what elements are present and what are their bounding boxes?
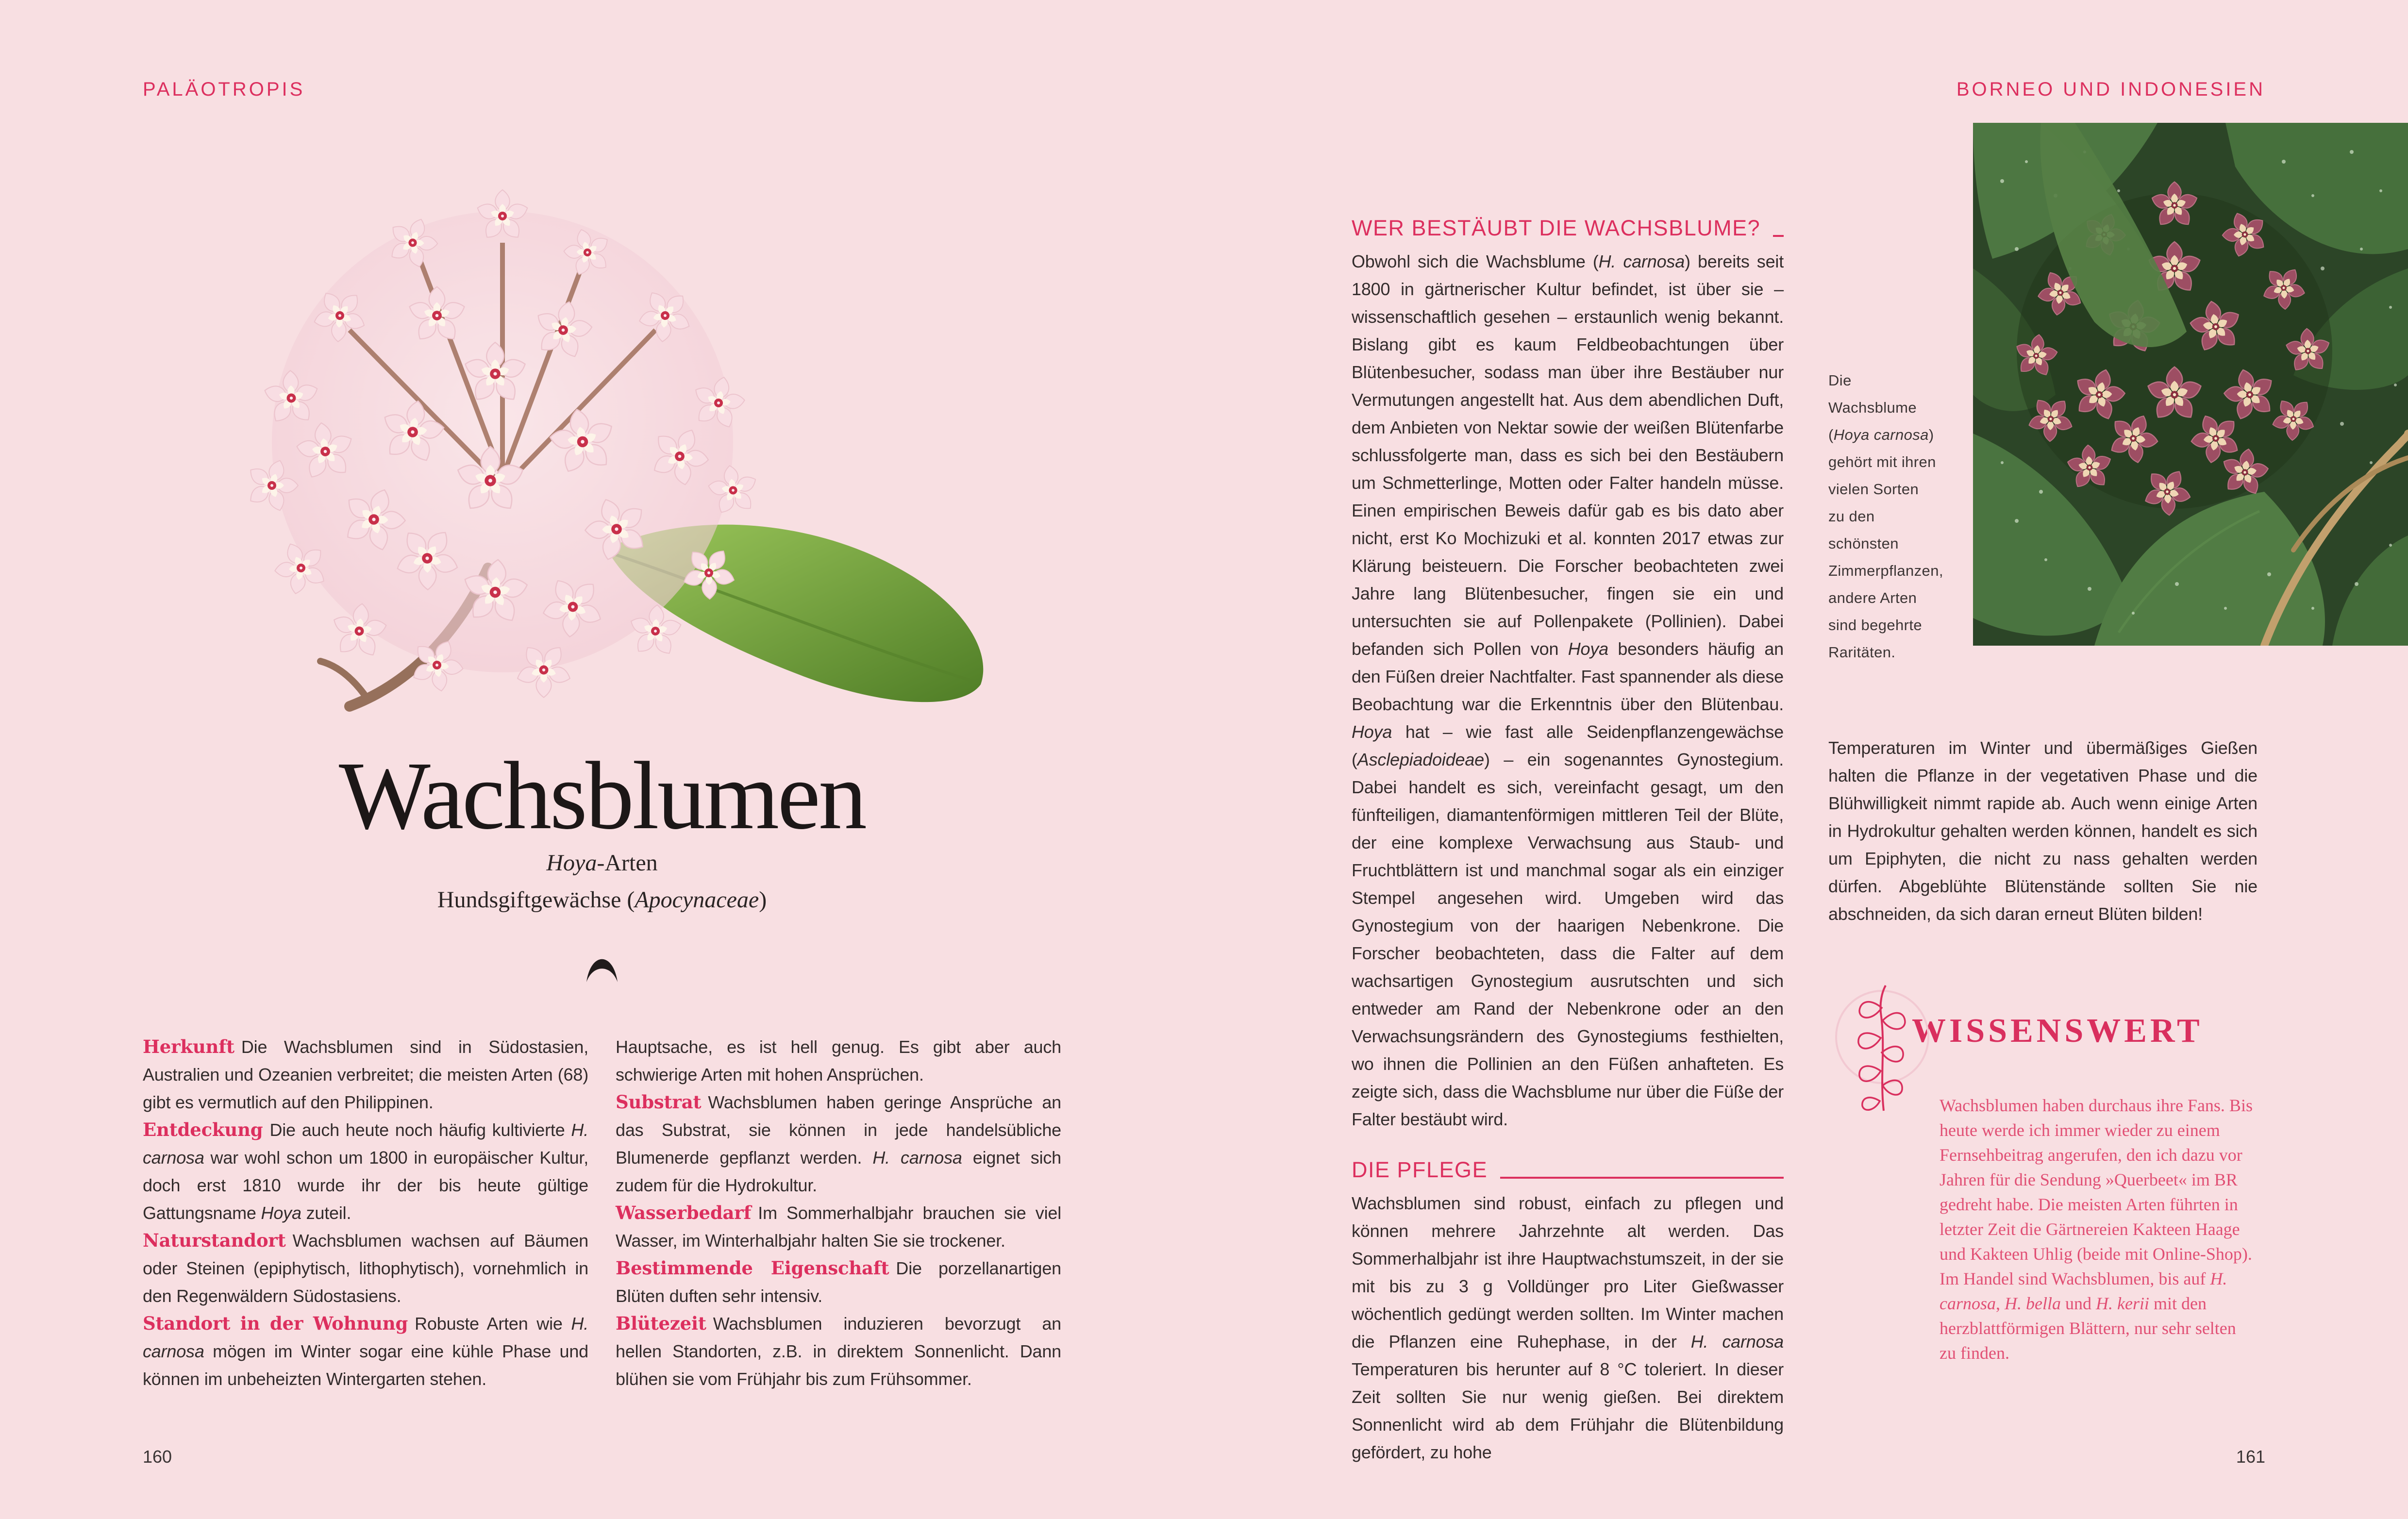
hoya-flower-illustration [204, 170, 990, 723]
care-body: Wachsblumen sind robust, einfach zu pflegen und können mehrere Jahrzehnte alt werden. Das Sommerhalbjahr ist ihre Hauptwachstumszeit, in der sie mit bis zu 3 g Volldünger pro Liter Gießwasser wöchentlich gedüngt werden sollten. Im Winter machen die Pflanzen eine Ruhephase, in der H. carnosa Temperaturen bis herunter auf 8 °C toleriert. In dieser Zeit sollten Sie nur wenig gießen. Bei direktem Sonnenlicht wird ab dem Frühjahr die Blütenbildung gefördert, zu hohe [1352, 1193, 1784, 1462]
wissenswert-title: WISSENSWERT [1912, 1012, 2203, 1050]
section-header-label: WER BESTÄUBT DIE WACHSBLUME? [1352, 216, 1761, 240]
profile-paragraph: Entdeckung Die auch heute noch häufig kultivierte H. carnosa war wohl schon um 1800 in europäischer Kultur, doch erst 1810 wurde ihr der bis heute gültige Gattungsname Hoya zuteil. [143, 1119, 588, 1223]
profile-column-2 [616, 1033, 1061, 1393]
continuation-text [1828, 734, 2258, 928]
running-head-left: PALÄOTROPIS [143, 79, 305, 100]
crescent-moon-icon [143, 944, 1061, 986]
photo-caption: Die Wachsblume (Hoya carnosa) gehört mit ihren vielen Sorten zu den schönsten Zimmerpflanzen, andere Arten sind begehrte Raritäten. [1828, 372, 1943, 661]
subtitle-family: Hundsgiftgewächse (Apocynaceae) [437, 887, 767, 913]
profile-paragraph: Naturstandort Wachsblumen wachsen auf Bäumen oder Steinen (epiphytisch, lithophytisch), vornehmlich in den Regenwäldern Südostasiens. [143, 1230, 588, 1306]
continuation-paragraph: Temperaturen im Winter und übermäßiges Gießen halten die Pflanze in der vegetativen Phase und die Blühwilligkeit nimmt rapide ab. Auch wenn einige Arten in Hydrokultur gehalten werden können, handelt es sich um Epiphyten, die nicht zu nass gehalten werden dürfen. Abgeblühte Blütenstände sollten Sie nie abschneiden, da sich daran erneut Blüten bilden! [1828, 738, 2258, 924]
section-header-pollination [1352, 214, 1784, 243]
profile-column-1 [143, 1033, 588, 1393]
profile-paragraph: Blütezeit Wachsblumen induzieren bevorzugt an hellen Standorten, z.B. in direktem Sonnenlicht. Dann blühen sie vom Frühjahr bis zum Frühsommer. [616, 1313, 1061, 1389]
profile-paragraph: Herkunft Die Wachsblumen sind in Südostasien, Australien und Ozeanien verbreitet; die meisten Arten (68) gibt es vermutlich auf den Philippinen. [143, 1036, 588, 1112]
article-body: Obwohl sich die Wachsblume (H. carnosa) bereits seit 1800 in gärtnerischer Kultur befindet, ist über sie – wissenschaftlich gesehen – erstaunlich wenig bekannt. Bislang gibt es kaum Feldbeobachtungen über Blütenbesucher, sodass man über ihre Bestäuber nur Vermutungen angestellt hat. Aus dem abendlichen Duft, dem Anbieten von Nektar sowie der weißen Blütenfarbe schlussfolgerte man, dass es sich bei den Bestäubern um Schmetterlinge, Motten oder Falter handeln müsse. Einen empirischen Beweis dafür gab es bis dato aber nicht, erst Ko Mochizuki et al. konnten 2017 etwas zur Klärung beisteuern. Die Forscher beobachteten zwei Jahre lang Blütenbesucher, fingen sie ein und untersuchten sie auf Pollenpakete (Pollinien). Dabei befanden sich Pollen von Hoya besonders häufig an den Füßen dreier Nachtfalter. Fast spannender als diese Beobachtung war die Erkenntnis über den Blütenbau. Hoya hat – wie fast alle Seidenpflanzengewächse (Asclepiadoideae) – ein sogenanntes Gynostegium. Dabei handelt es sich, vereinfacht gesagt, um den fünfteiligen, diamantenförmigen mittleren Teil der Blüte, der eine komplexe Verwachsung aus Staub- und Fruchtblättern ist und manchmal sogar als ein einziger Stempel angesehen wird. Umgeben wird das Gynostegium von der haarigen Nebenkrone. Die Forscher beobachteten, dass die Falter auf dem wachsartigen Gynostegium ausrutschten und sich entweder am Rand der Nebenkrone oder an den Verwachsungsrändern des Gynostegiums festhielten, wo ihnen die Pollinien an den Füßen anhafteten. Es zeigte sich, dass die Wachsblume nur über die Füße der Falter bestäubt wird. [1352, 251, 1784, 1129]
title-block [143, 742, 1061, 986]
flower-sprig-icon [1831, 979, 1938, 1117]
profile-paragraph: Substrat Wachsblumen haben geringe Ansprüche an das Substrat, sie können in jede handelsübliche Blumenerde gepflanzt werden. H. carnosa eignet sich zudem für die Hydrokultur. [616, 1091, 1061, 1195]
wissenswert-body: Wachsblumen haben durchaus ihre Fans. Bis heute werde ich immer wieder zu einem Fernsehbeitrag angerufen, den ich dazu vor Jahren für die Sendung »Querbeet« im BR gedreht habe. Die meisten Arten führten in letzter Zeit die Gärtnereien Kakteen Haage und Kakteen Uhlig (beide mit Online-Shop). Im Handel sind Wachsblumen, bis auf H. carnosa, H. bella und H. kerii mit den herzblattförmigen Blättern, nur sehr selten zu finden. [1940, 1096, 2253, 1363]
profile-paragraph: Hauptsache, es ist hell genug. Es gibt aber auch schwierige Arten mit hohen Ansprüchen. [616, 1037, 1061, 1085]
page-number-right: 161 [2236, 1447, 2265, 1467]
subtitle-genus: Hoya-Arten [546, 850, 658, 876]
section-header-label: DIE PFLEGE [1352, 1157, 1488, 1182]
wissenswert-section [1828, 976, 2262, 1366]
profile-paragraph: Bestimmende Eigenschaft Die porzellanartigen Blüten duften sehr intensiv. [616, 1257, 1061, 1306]
profile-paragraph: Standort in der Wohnung Robuste Arten wie H. carnosa mögen im Winter sogar eine kühle Phase und können im unbeheizten Wintergarten stehen. [143, 1313, 588, 1389]
profile-paragraph: Wasserbedarf Im Sommerhalbjahr brauchen sie viel Wasser, im Winterhalbjahr halten Sie sie trockener. [616, 1202, 1061, 1251]
page-number-left: 160 [143, 1447, 172, 1467]
header-rule [1500, 1177, 1784, 1179]
profile-columns [143, 1033, 1061, 1393]
section-header-care [1352, 1155, 1784, 1185]
hoya-carnosa-photo [1973, 123, 2408, 646]
page-title: Wachsblumen [338, 742, 866, 850]
article-column [1352, 214, 1784, 1466]
running-head-right: BORNEO UND INDONESIEN [1956, 79, 2265, 100]
header-rule [1773, 235, 1784, 237]
